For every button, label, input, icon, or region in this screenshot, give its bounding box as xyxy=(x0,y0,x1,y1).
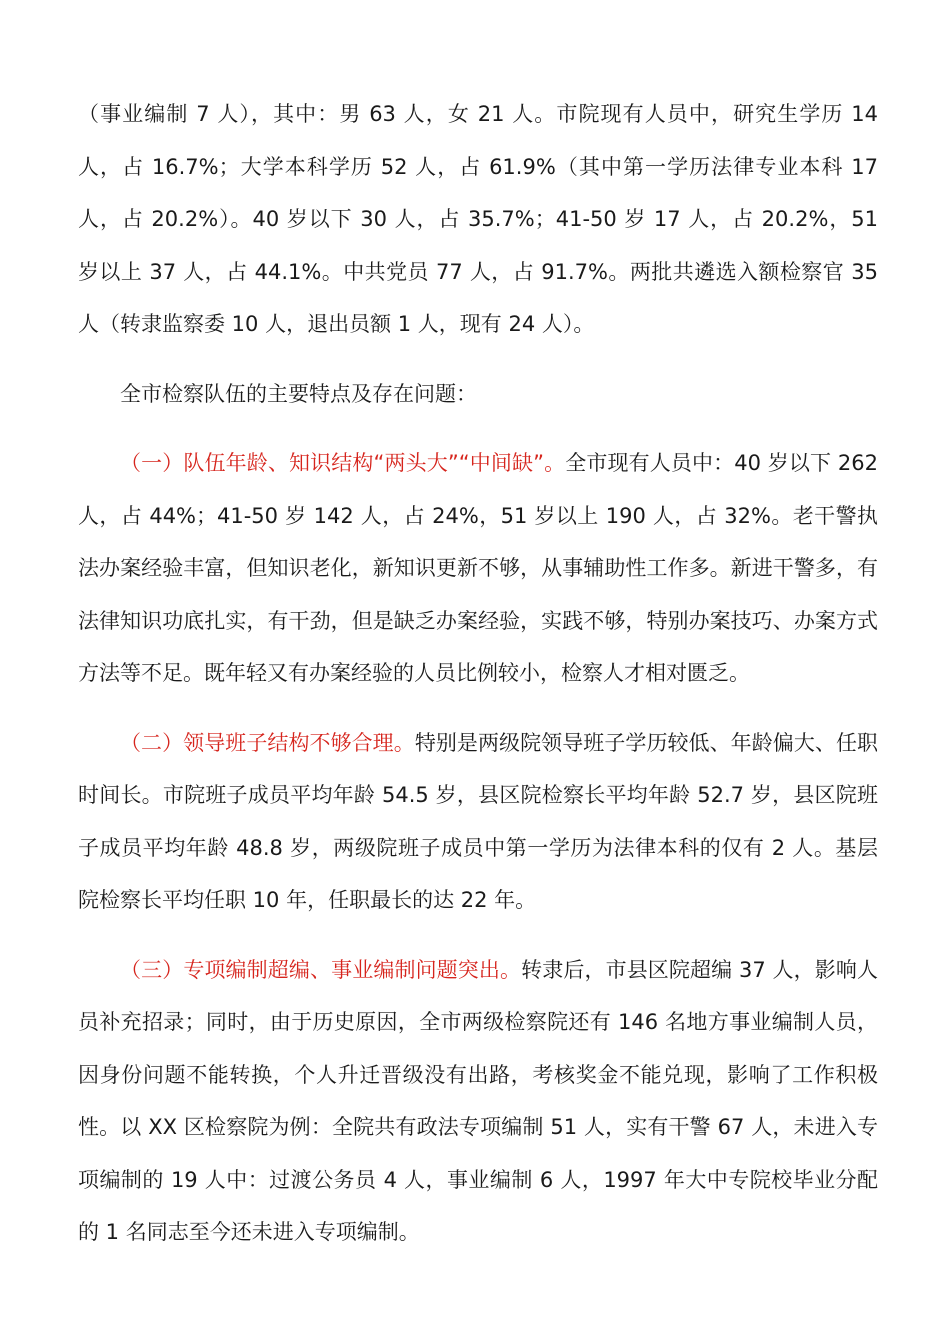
summary-line: 全市检察队伍的主要特点及存在问题： xyxy=(120,381,477,406)
section-3-body: 转隶后，市县区院超编 37 人，影响人员补充招录；同时，由于历史原因，全市两级检察院还有 146 名地方事业编制人员，因身份问题不能转换，个人升迁晋级没有出路，考核奖金不能兑现，影响了工作积极性。以 XX 区检察院为例：全院共有政法专项编制 51 人，实有干警 67 人，未进入专项编制的 19 人中：过渡公务员 4 人，事业编制 6 人，1997 年大中专院校毕业分配的 1 名同志至今还未进入专项编制。 xyxy=(78,957,879,1244)
section-1-heading: （一）队伍年龄、知识结构“两头大”“中间缺”。 xyxy=(120,451,566,475)
intro-paragraph: （事业编制 7 人），其中：男 63 人，女 21 人。市院现有人员中，研究生学历 14 人，占 16.7%；大学本科学历 52 人，占 61.9%（其中第一学历法律专业本科 17 人，占 20.2%）。40 岁以下 30 人，占 35.7%；41-50 岁 17 人，占 20.2%，51 岁以上 37 人，占 44.1%。中共党员 77 人，占 91.7%。两批共遴选入额检察官 35 人（转隶监察委 10 人，退出员额 1 人，现有 24 人）。 xyxy=(78,102,885,336)
document-page xyxy=(78,88,885,1259)
section-1-body: 全市现有人员中：40 岁以下 262 人，占 44%；41-50 岁 142 人，占 24%，51 岁以上 190 人，占 32%。老干警执法办案经验丰富，但知识老化，新知识更新不够，从事辅助性工作多。新进干警多，有法律知识功底扎实，有干劲，但是缺乏办案经验，实践不够，特别办案技巧、办案方式方法等不足。既年轻又有办案经验的人员比例较小，检察人才相对匮乏。 xyxy=(78,451,885,685)
section-2 xyxy=(78,717,878,927)
section-2-body: 特别是两级院领导班子学历较低、年龄偏大、任职时间长。市院班子成员平均年龄 54.5 岁，县区院检察长平均年龄 52.7 岁，县区院班子成员平均年龄 48.8 岁，两级院班子成员中第一学历为法律本科的仅有 2 人。基层院检察长平均任职 10 年，任职最长的达 22 年。 xyxy=(78,730,879,912)
section-1 xyxy=(78,437,885,700)
section-3-heading: （三）专项编制超编、事业编制问题突出。 xyxy=(120,957,522,982)
section-3 xyxy=(78,944,878,1259)
section-2-heading: （二）领导班子结构不够合理。 xyxy=(120,730,415,755)
